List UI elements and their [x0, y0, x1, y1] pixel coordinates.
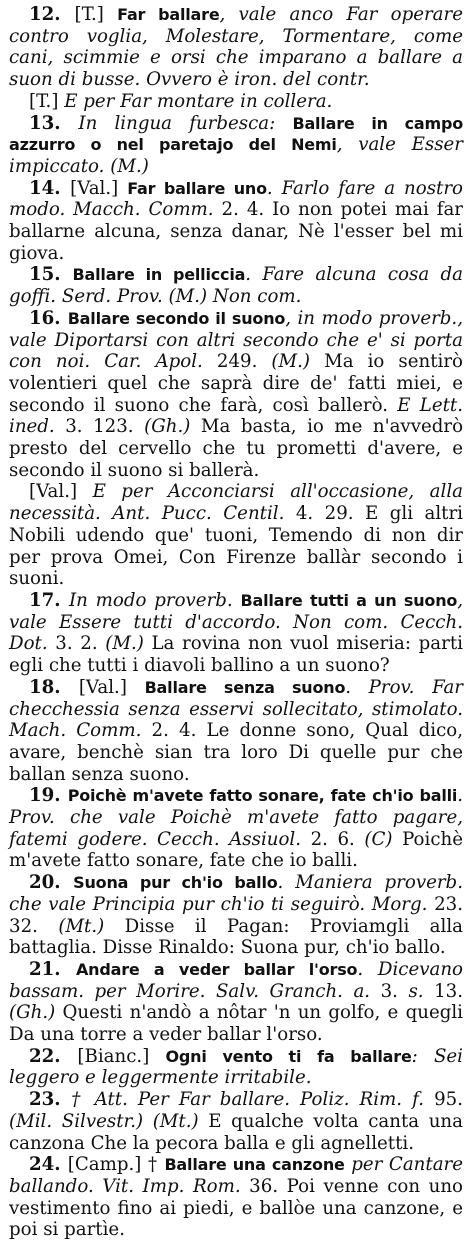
citation-text: Ma io sentirò volentieri quel che saprà dire de' fatti miei, e secondo il suono che farà, così ballerò. — [9, 351, 463, 416]
citation-text: 3. — [380, 980, 409, 1002]
citation-text: [Camp.] † — [67, 1154, 165, 1176]
entry-number: 19. — [29, 785, 68, 807]
citation-text: Ma basta, io me n'avvedrò presto del cervello che tu prometti d'avere, e secondo il suono si ballerà. — [9, 416, 464, 481]
definition-text: E Lett. ined. — [9, 394, 463, 438]
definition-text: . Farlo fare a nostro modo. Macch. Comm. — [9, 177, 463, 221]
dictionary-entry — [9, 178, 463, 265]
headword-phrase: Ogni vento ti fa ballare — [165, 1046, 412, 1066]
entry-number: 18. — [29, 676, 79, 698]
entry-number: 20. — [29, 872, 74, 894]
citation-text: 3. 123. — [65, 416, 145, 438]
entry-list — [9, 4, 463, 1241]
definition-text: (Mt.) — [58, 915, 125, 937]
source-tag: [T.] — [29, 90, 65, 112]
headword-phrase: Andare a veder ballar l'orso — [75, 959, 358, 979]
entry-number: 22. — [29, 1045, 78, 1067]
citation-text: 4. 29. E gli altri Nobili udendo que' tuoni, Temendo di non dir per prova Omei, Con Firenze ballàr secondo i suoni. — [9, 503, 463, 590]
definition-text: (Gh.) — [9, 1002, 63, 1024]
entry-number: 12. — [29, 4, 75, 25]
citation-text: 2. 6. — [310, 828, 365, 850]
citation-text: 2. 4. Io non potei mai far ballarne alcuna, senza danar, Nè l'esser bel mi giova. — [9, 199, 463, 264]
headword-phrase: Ballare senza suono — [144, 677, 346, 697]
dictionary-entry — [9, 264, 463, 307]
citation-text: [Bianc.] — [77, 1045, 166, 1067]
citation-text: 13. — [434, 980, 463, 1002]
definition-text: In lingua furbesca: — [78, 112, 293, 134]
definition-text: , vale Essere tutti d'accordo. Non com. Cecch. Dot. — [9, 589, 463, 655]
headword-phrase: Ballare una canzone — [164, 1155, 345, 1175]
citation-text: 36. Poi venne con uno vestimento fino ai piedi, e ballòe una canzone, e poi si partìe. — [9, 1175, 463, 1241]
headword-phrase: Far ballare uno — [127, 178, 267, 198]
citation-text: [Val.] — [70, 177, 128, 199]
definition-text: , in modo proverb., vale Diportarsi con altri secondo che e' si porta con noi. Car. Apol. — [9, 307, 463, 373]
citation-text: [Val.] — [29, 481, 93, 503]
entry-number: 24. — [29, 1154, 68, 1176]
dictionary-entry — [9, 91, 463, 113]
dictionary-entry — [9, 1046, 463, 1089]
definition-text: per Cantare ballando. Vit. Imp. Rom. — [9, 1154, 464, 1197]
definition-text: In modo proverb. — [68, 589, 241, 611]
dictionary-entry — [9, 1154, 463, 1241]
citation-text: La rovina non vuol miseria: parti egli che tutti i diavoli ballino a un suono? — [9, 633, 463, 677]
definition-text: . Dicevano bassam. per Morire. Salv. Granch. a. — [9, 958, 463, 1002]
headword-phrase: Ballare in campo azzurro o nel paretajo del Nemi — [9, 113, 463, 155]
definition-text: (M.) — [105, 633, 152, 655]
dictionary-entry — [9, 785, 463, 872]
definition-text: † Att. Per Far ballare. Poliz. Rim. f. — [71, 1089, 435, 1111]
headword-phrase: Ballare secondo il suono — [67, 308, 286, 328]
citation-text: 23. 32. — [9, 893, 463, 937]
definition-text: (Mil. Silvestr.) (Mt.) — [9, 1110, 209, 1132]
citation-text: 95. — [434, 1089, 463, 1111]
definition-text: , vale Esser impiccato. (M.) — [9, 134, 463, 177]
definition-text: . Prov. che vale Poichè m'avete fatto pagare, fatemi godere. Cecch. Assiuol. — [9, 785, 463, 850]
entry-number: 16. — [29, 307, 68, 329]
entry-number: 13. — [29, 112, 79, 134]
definition-text: . Maniera proverb. che vale Principia pur ch'io ti seguirò. Morg. — [9, 872, 463, 915]
definition-text: , vale anco Far operare contro voglia, Molestare, Tormentare, come cani, scimmie e orsi che imparano a ballare a suon di busse. Ovvero è iron. del contr. — [9, 4, 463, 91]
entry-number: 15. — [29, 264, 73, 286]
dictionary-entry — [9, 4, 463, 91]
citation-text: [Val.] — [78, 676, 145, 698]
citation-text: Disse il Pagan: Proviamgli alla battaglia. Disse Rinaldo: Suona pur, ch'io ballo. — [9, 915, 463, 959]
definition-text: (Gh.) — [144, 416, 201, 438]
entry-number: 21. — [29, 958, 76, 980]
dictionary-entry — [9, 113, 463, 178]
definition-text: . Prov. Far checchessia senza esservi sollecitato, stimolato. Mach. Comm. — [9, 676, 463, 742]
definition-text: (C) — [364, 828, 403, 850]
definition-text: (M.) — [271, 351, 325, 373]
headword-phrase: Ballare in pelliccia — [72, 265, 246, 285]
dictionary-entry — [9, 959, 463, 1046]
citation-text: Questi n'andò a nôtar 'n un golfo, e quegli Da una torre a veder ballar l'orso. — [9, 1002, 463, 1046]
headword-phrase: Poichè m'avete fatto sonare, fate ch'io balli — [67, 786, 458, 806]
source-tag: [T.] — [74, 4, 118, 25]
entry-number: 23. — [29, 1089, 72, 1111]
definition-text: . Fare alcuna cosa da goffi. Serd. Prov. (M.) Non com. — [9, 264, 463, 308]
headword-phrase: Ballare tutti a un suono — [240, 590, 458, 610]
definition-text: s. — [408, 980, 435, 1002]
citation-text: 3. 2. — [55, 633, 106, 655]
dictionary-entry — [9, 590, 463, 677]
dictionary-entry — [9, 872, 463, 959]
headword-phrase: Suona pur ch'io ballo — [73, 873, 278, 893]
dictionary-entry — [9, 677, 463, 786]
citation-text: Poichè m'avete fatto sonare, fate che io balli. — [9, 828, 463, 872]
definition-text: E per Acconciarsi all'occasione, alla necessità. Ant. Pucc. Centil. — [9, 481, 463, 525]
headword-phrase: Far ballare — [117, 5, 220, 24]
entry-number: 17. — [29, 589, 69, 611]
definition-text: E per Far montare in collera. — [64, 90, 333, 112]
dictionary-entry — [9, 1089, 463, 1154]
citation-text: 2. 4. Le donne sono, Qual dico, avare, benchè sian tra loro Di quelle pur che ballan senza suono. — [9, 720, 464, 785]
citation-text: E qualche volta canta una canzona Che la pecora balla e gli agnelletti. — [9, 1110, 463, 1154]
dictionary-entry — [9, 308, 463, 482]
definition-text: : Sei leggero e leggermente irritabile. — [9, 1045, 463, 1089]
dictionary-entry — [9, 481, 463, 590]
entry-number: 14. — [29, 177, 71, 199]
citation-text: 249. — [216, 351, 272, 373]
